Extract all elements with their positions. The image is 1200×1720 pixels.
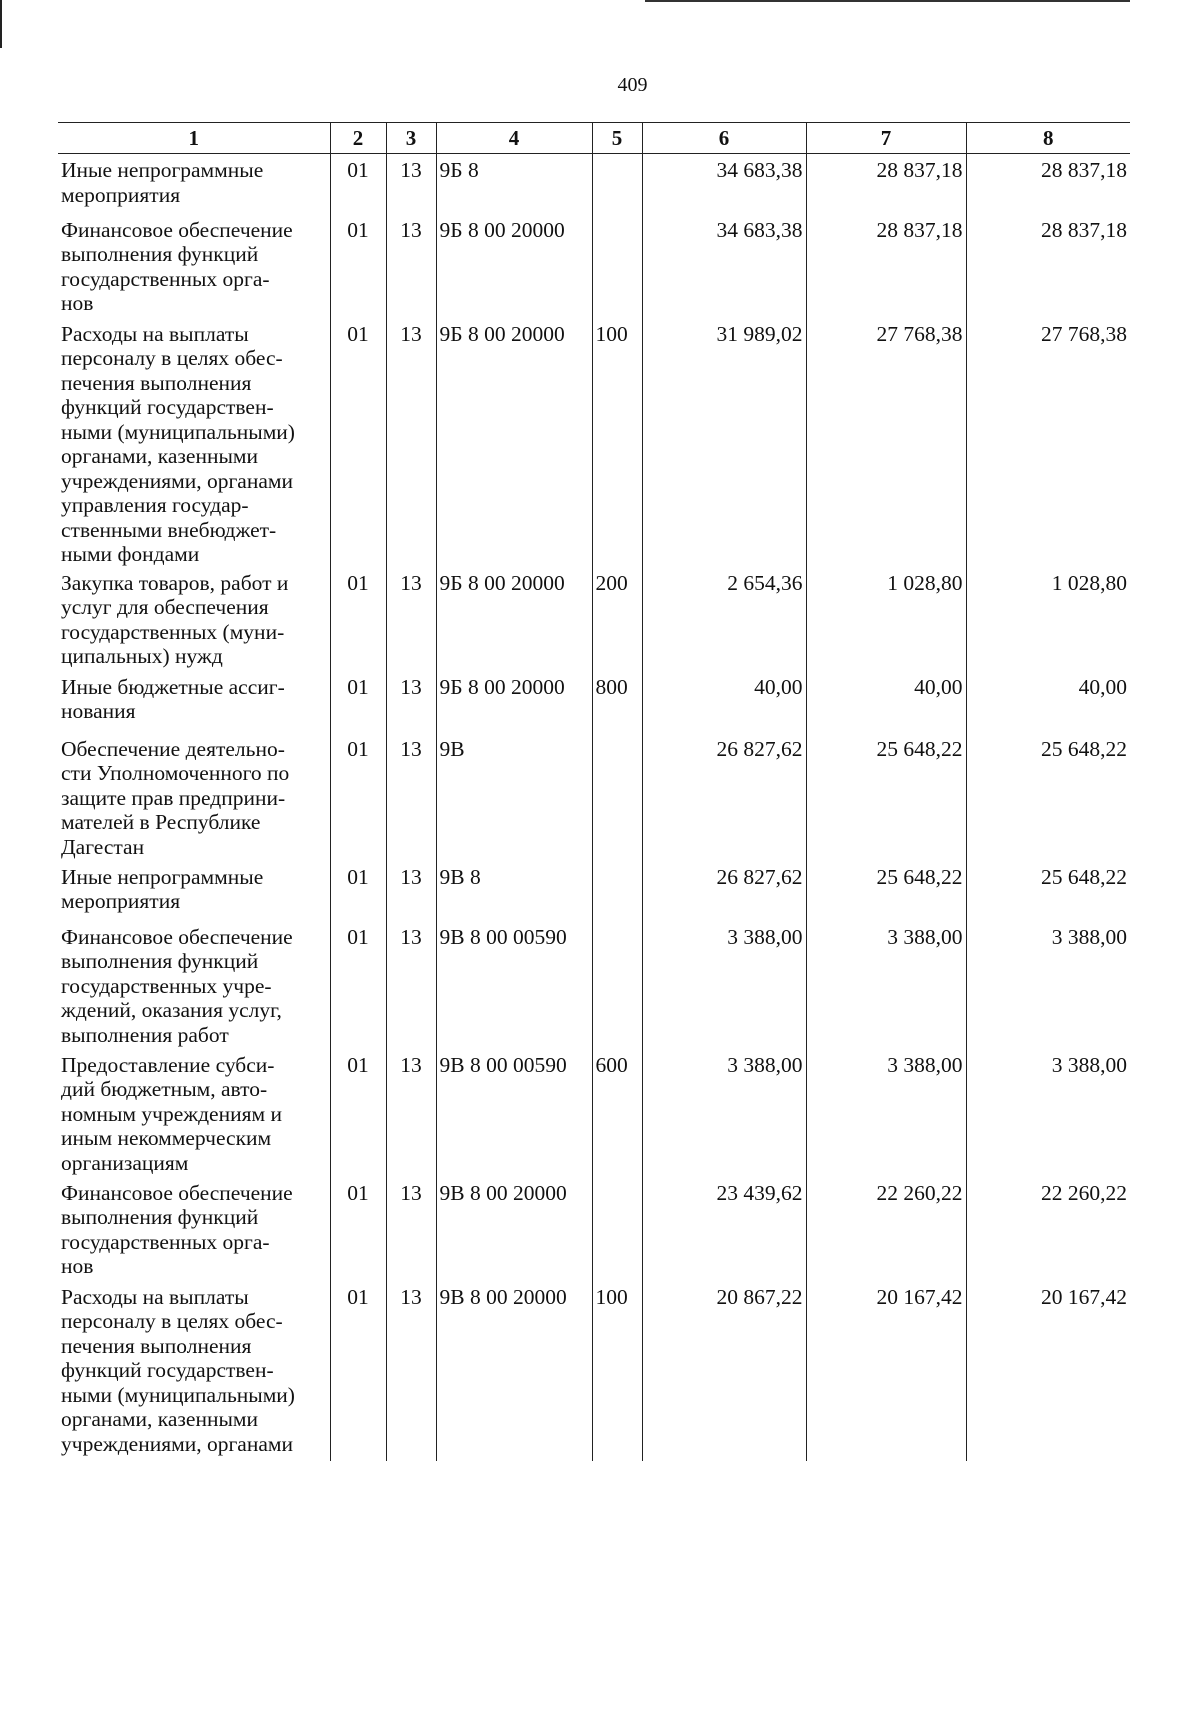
expense-name-line: Предоставление субси- <box>61 1052 275 1077</box>
expense-name-line: выполнения работ <box>61 1022 229 1047</box>
expense-name-line: выполнения функций <box>61 1205 259 1229</box>
amount-year1-cell: 3 388,00 <box>642 1049 806 1177</box>
target-article-cell: 9В <box>436 733 592 861</box>
table-row <box>58 154 1130 214</box>
header-row <box>58 123 1130 154</box>
expense-name-cell <box>58 1049 330 1177</box>
amount-year1-cell: 31 989,02 <box>642 318 806 567</box>
amount-year1-cell: 34 683,38 <box>642 154 806 214</box>
expense-name-line: услуг для обеспечения <box>61 595 269 619</box>
section-code-cell: 01 <box>330 861 386 921</box>
expense-name-line: нов <box>61 291 94 315</box>
amount-year2-cell: 3 388,00 <box>806 1049 966 1177</box>
amount-year1-cell: 26 827,62 <box>642 733 806 861</box>
column-header-8: 8 <box>966 123 1130 154</box>
amount-year1-cell: 3 388,00 <box>642 921 806 1049</box>
expense-name-line: Финансовое обеспечение <box>61 1180 293 1205</box>
amount-year2-cell: 3 388,00 <box>806 921 966 1049</box>
expense-name-line: мателей в Республике <box>61 810 261 834</box>
amount-year2-cell: 27 768,38 <box>806 318 966 567</box>
section-code-cell: 01 <box>330 1049 386 1177</box>
expense-name-cell <box>58 214 330 318</box>
section-code-cell: 01 <box>330 567 386 671</box>
amount-year3-cell: 40,00 <box>966 671 1130 733</box>
amount-year1-cell: 20 867,22 <box>642 1281 806 1461</box>
expense-name-line: печения выполнения <box>61 370 252 395</box>
amount-year1-cell: 34 683,38 <box>642 214 806 318</box>
expense-name-line: мероприятия <box>61 182 181 207</box>
scan-edge-mark <box>0 0 2 48</box>
expense-name-line: органами, казенными <box>61 444 259 468</box>
column-header-1: 1 <box>58 123 330 154</box>
subsection-code-cell: 13 <box>386 671 436 733</box>
subsection-code-cell: 13 <box>386 214 436 318</box>
expense-name-line: функций государствен- <box>61 1358 274 1382</box>
column-header-4: 4 <box>436 123 592 154</box>
amount-year2-cell: 25 648,22 <box>806 733 966 861</box>
expense-name-line: ными фондами <box>61 542 200 566</box>
target-article-cell: 9Б 8 00 20000 <box>436 214 592 318</box>
page-number: 409 <box>617 74 648 96</box>
expense-name-line: сти Уполномоченного по <box>61 761 290 785</box>
target-article-cell: 9В 8 00 00590 <box>436 921 592 1049</box>
amount-year2-cell: 28 837,18 <box>806 154 966 214</box>
expense-type-cell <box>592 214 642 318</box>
expense-type-cell <box>592 733 642 861</box>
amount-year2-cell: 40,00 <box>806 671 966 733</box>
section-code-cell: 01 <box>330 214 386 318</box>
expense-name-cell <box>58 1177 330 1281</box>
target-article-cell: 9Б 8 00 20000 <box>436 318 592 567</box>
table-header <box>58 123 1130 154</box>
expense-name-line: государственных орга- <box>61 266 270 291</box>
subsection-code-cell: 13 <box>386 861 436 921</box>
table-row <box>58 1281 1130 1461</box>
expense-type-cell <box>592 921 642 1049</box>
amount-year1-cell: 23 439,62 <box>642 1177 806 1281</box>
section-code-cell: 01 <box>330 671 386 733</box>
expense-type-cell <box>592 861 642 921</box>
target-article-cell: 9Б 8 00 20000 <box>436 671 592 733</box>
expense-type-cell <box>592 154 642 214</box>
amount-year3-cell: 27 768,38 <box>966 318 1130 567</box>
expense-name-line: нования <box>61 699 136 723</box>
expense-name-line: ципальных) нужд <box>61 644 223 668</box>
expense-name-line: Финансовое обеспечение <box>61 217 293 242</box>
subsection-code-cell: 13 <box>386 1049 436 1177</box>
target-article-cell: 9Б 8 <box>436 154 592 214</box>
table-row <box>58 671 1130 733</box>
expense-name-line: выполнения функций <box>61 949 259 973</box>
expense-name-line: Финансовое обеспечение <box>61 924 293 949</box>
expense-name-line: Расходы на выплаты <box>61 321 249 346</box>
expense-name-line: номным учреждениям и <box>61 1101 282 1126</box>
expense-name-line: Расходы на выплаты <box>61 1284 249 1309</box>
expense-name-cell <box>58 861 330 921</box>
section-code-cell: 01 <box>330 318 386 567</box>
expense-type-cell: 100 <box>592 318 642 567</box>
expense-name-line: государственных орга- <box>61 1229 270 1254</box>
expense-name-line: иным некоммерческим <box>61 1126 272 1150</box>
subsection-code-cell: 13 <box>386 733 436 861</box>
expense-type-cell: 600 <box>592 1049 642 1177</box>
table-row <box>58 921 1130 1049</box>
expense-name-cell <box>58 567 330 671</box>
section-code-cell: 01 <box>330 1281 386 1461</box>
expense-name-line: Иные непрограммные <box>61 158 264 182</box>
table-row <box>58 318 1130 567</box>
expense-name-line: учреждениями, органами <box>61 468 293 493</box>
expense-type-cell: 800 <box>592 671 642 733</box>
amount-year2-cell: 22 260,22 <box>806 1177 966 1281</box>
expense-name-line: выполнения функций <box>61 242 259 266</box>
expense-name-line: учреждениями, органами <box>61 1431 293 1456</box>
subsection-code-cell: 13 <box>386 567 436 671</box>
amount-year3-cell: 1 028,80 <box>966 567 1130 671</box>
target-article-cell: 9Б 8 00 20000 <box>436 567 592 671</box>
expense-name-line: ждений, оказания услуг, <box>61 998 282 1022</box>
table-row <box>58 861 1130 921</box>
table-row <box>58 214 1130 318</box>
expense-name-line: мероприятия <box>61 889 181 913</box>
table-row <box>58 733 1130 861</box>
column-header-6: 6 <box>642 123 806 154</box>
target-article-cell: 9В 8 00 20000 <box>436 1281 592 1461</box>
expense-name-line: Обеспечение деятельно- <box>61 736 285 761</box>
amount-year3-cell: 3 388,00 <box>966 921 1130 1049</box>
expense-name-line: Закупка товаров, работ и <box>61 570 289 595</box>
expense-name-line: Иные бюджетные ассиг- <box>61 674 285 699</box>
amount-year1-cell: 2 654,36 <box>642 567 806 671</box>
expense-name-line: ными (муниципальными) <box>61 419 295 444</box>
expense-name-cell <box>58 671 330 733</box>
expense-type-cell: 200 <box>592 567 642 671</box>
expense-name-line: печения выполнения <box>61 1333 252 1358</box>
subsection-code-cell: 13 <box>386 1281 436 1461</box>
amount-year3-cell: 25 648,22 <box>966 861 1130 921</box>
amount-year2-cell: 28 837,18 <box>806 214 966 318</box>
budget-table <box>58 122 1130 1461</box>
amount-year3-cell: 22 260,22 <box>966 1177 1130 1281</box>
expense-name-line: персоналу в целях обес- <box>61 1309 283 1333</box>
amount-year1-cell: 26 827,62 <box>642 861 806 921</box>
column-header-5: 5 <box>592 123 642 154</box>
target-article-cell: 9В 8 00 00590 <box>436 1049 592 1177</box>
expense-name-line: Дагестан <box>61 834 145 859</box>
expense-name-line: органами, казенными <box>61 1407 259 1431</box>
expense-name-line: защите прав предприни- <box>61 785 286 810</box>
expense-type-cell: 100 <box>592 1281 642 1461</box>
target-article-cell: 9В 8 00 20000 <box>436 1177 592 1281</box>
expense-name-line: ными (муниципальными) <box>61 1382 295 1407</box>
expense-name-cell <box>58 733 330 861</box>
table-row <box>58 1177 1130 1281</box>
amount-year3-cell: 28 837,18 <box>966 214 1130 318</box>
amount-year2-cell: 25 648,22 <box>806 861 966 921</box>
expense-name-cell <box>58 1281 330 1461</box>
expense-name-cell <box>58 318 330 567</box>
amount-year3-cell: 28 837,18 <box>966 154 1130 214</box>
subsection-code-cell: 13 <box>386 1177 436 1281</box>
expense-name-line: управления государ- <box>61 493 249 517</box>
expense-name-line: ственными внебюджет- <box>61 517 277 542</box>
expense-name-line: государственных (муни- <box>61 619 285 644</box>
expense-name-line: персоналу в целях обес- <box>61 346 283 370</box>
expense-type-cell <box>592 1177 642 1281</box>
expense-name-line: государственных учре- <box>61 973 272 998</box>
target-article-cell: 9В 8 <box>436 861 592 921</box>
column-header-7: 7 <box>806 123 966 154</box>
column-header-2: 2 <box>330 123 386 154</box>
expense-name-cell <box>58 154 330 214</box>
expense-name-line: функций государствен- <box>61 395 274 419</box>
subsection-code-cell: 13 <box>386 318 436 567</box>
amount-year3-cell: 20 167,42 <box>966 1281 1130 1461</box>
table-row <box>58 567 1130 671</box>
subsection-code-cell: 13 <box>386 154 436 214</box>
expense-name-line: дий бюджетным, авто- <box>61 1077 268 1101</box>
section-code-cell: 01 <box>330 921 386 1049</box>
section-code-cell: 01 <box>330 733 386 861</box>
amount-year2-cell: 1 028,80 <box>806 567 966 671</box>
section-code-cell: 01 <box>330 154 386 214</box>
top-rule <box>645 0 1130 2</box>
amount-year3-cell: 25 648,22 <box>966 733 1130 861</box>
subsection-code-cell: 13 <box>386 921 436 1049</box>
expense-name-cell <box>58 921 330 1049</box>
amount-year2-cell: 20 167,42 <box>806 1281 966 1461</box>
section-code-cell: 01 <box>330 1177 386 1281</box>
table-body <box>58 154 1130 1461</box>
expense-name-line: Иные непрограммные <box>61 864 264 889</box>
amount-year3-cell: 3 388,00 <box>966 1049 1130 1177</box>
expense-name-line: организациям <box>61 1150 189 1175</box>
table-row <box>58 1049 1130 1177</box>
column-header-3: 3 <box>386 123 436 154</box>
expense-name-line: нов <box>61 1254 94 1278</box>
amount-year1-cell: 40,00 <box>642 671 806 733</box>
